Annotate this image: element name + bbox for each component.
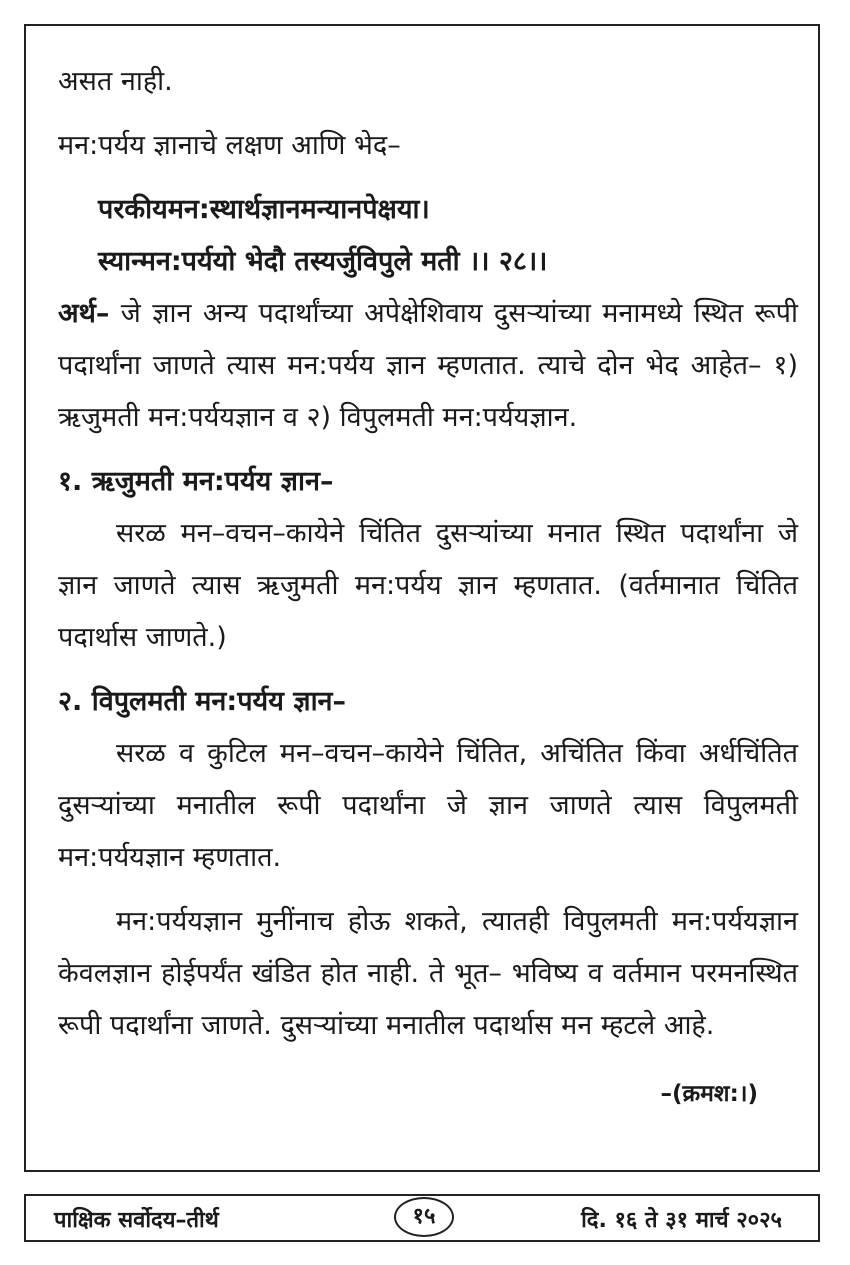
- issue-date: दि. १६ ते ३१ मार्च २०२५: [581, 1208, 782, 1233]
- meaning-label: अर्थ–: [58, 298, 110, 329]
- meaning-paragraph: [58, 288, 798, 444]
- intro-text: असत नाही.: [58, 66, 173, 97]
- verse-line-2: स्यान्मन:पर्ययो भेदौ तस्यर्जुविपुले मती ।। २८।।: [98, 246, 548, 277]
- heading-rijumati: १. ऋजुमती मन:पर्यय ज्ञान–: [58, 466, 334, 497]
- continued-marker: –(क्रमश:।): [660, 1081, 758, 1107]
- page-footer: [24, 1194, 820, 1242]
- heading-vipulamati: २. विपुलमती मन:पर्यय ज्ञान–: [58, 686, 347, 717]
- article-body: [58, 56, 798, 1108]
- paragraph-closing: मन:पर्ययज्ञान मुनींनाच होऊ शकते, त्यातही विपुलमती मन:पर्ययज्ञान केवलज्ञान होईपर्यंत खंडित होत नाही. ते भूत– भविष्य व वर्तमान परमनस्थित रूपी पदार्थांना जाणते. दुसऱ्यांच्या मनातील पदार्थास मन म्हटले आहे.: [58, 906, 798, 1041]
- paragraph-rijumati: सरळ मन–वचन–कायेने चिंतित दुसऱ्यांच्या मनात स्थित पदार्थांना जे ज्ञान जाणते त्यास ऋजुमती मन:पर्यय ज्ञान म्हणतात. (वर्तमानात चिंतित पदार्थास जाणते.): [58, 518, 798, 653]
- verse-line-1: परकीयमन:स्थार्थज्ञानमन्यानपेक्षया।: [98, 194, 430, 225]
- meaning-text: जे ज्ञान अन्य पदार्थांच्या अपेक्षेशिवाय दुसऱ्यांच्या मनामध्ये स्थित रूपी पदार्थांना जाणते त्यास मन:पर्यय ज्ञान म्हणतात. त्याचे दोन भेद आहेत– १) ऋजुमती मन:पर्ययज्ञान व २) विपुलमती मन:पर्ययज्ञान.: [58, 298, 798, 433]
- page-number: १५: [394, 1197, 454, 1237]
- section-title: मन:पर्यय ज्ञानाचे लक्षण आणि भेद–: [58, 130, 401, 161]
- page-frame: [24, 24, 820, 1172]
- publication-name: पाक्षिक सर्वोदय–तीर्थ: [54, 1208, 219, 1233]
- paragraph-vipulamati: सरळ व कुटिल मन–वचन–कायेने चिंतित, अचिंतित किंवा अर्धचिंतित दुसऱ्यांच्या मनातील रूपी पदार्थांना जे ज्ञान जाणते त्यास विपुलमती मन:पर्ययज्ञान म्हणतात.: [58, 738, 798, 873]
